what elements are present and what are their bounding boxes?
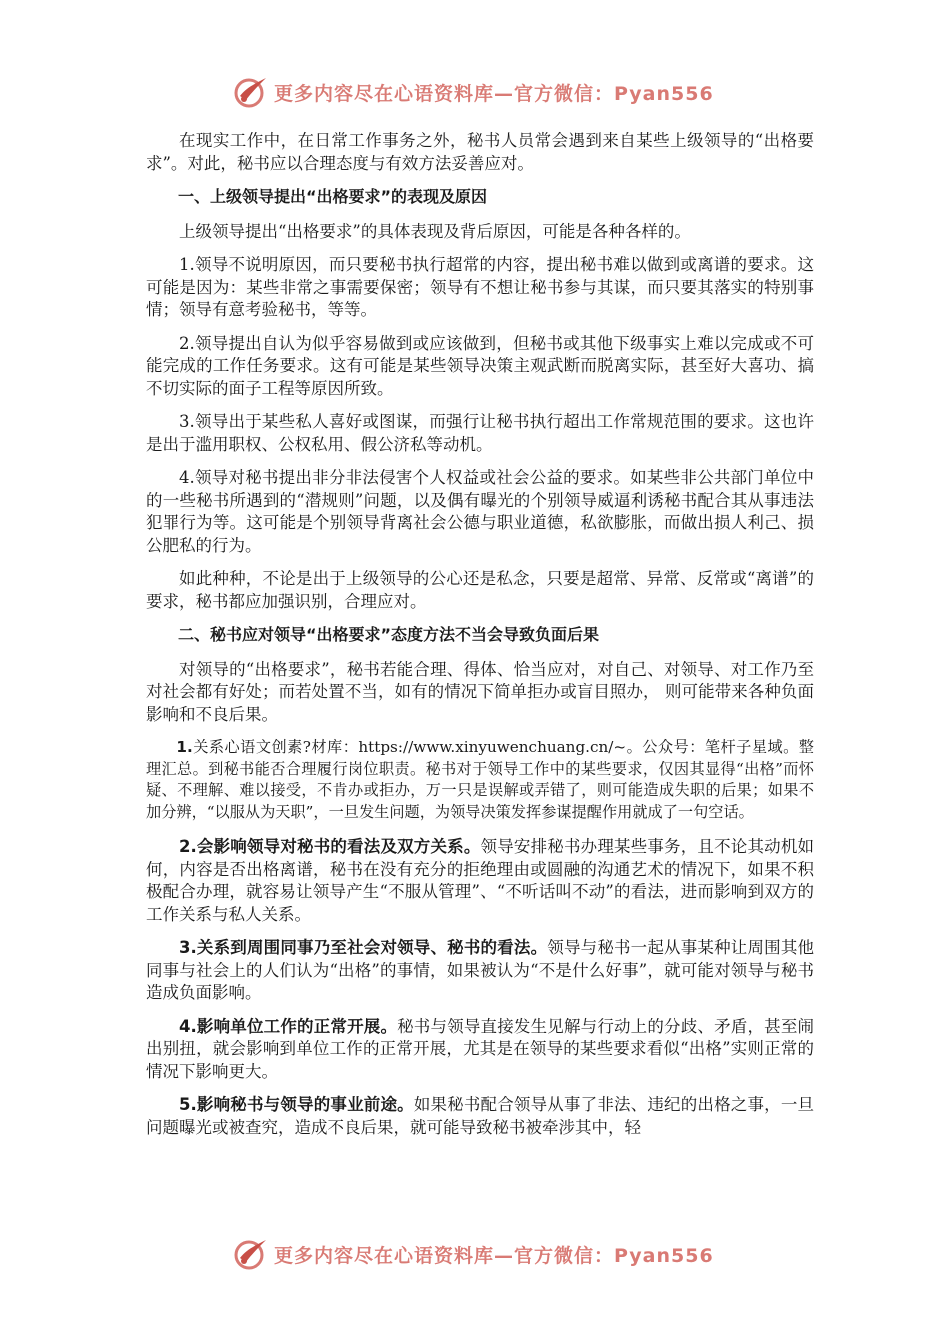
paragraph: 3.领导出于某些私人喜好或图谋，而强行让秘书执行超出工作常规范围的要求。这也许是出于滥用职权、公权私用、假公济私等动机。 (146, 412, 814, 454)
paragraph-item-5 (146, 1094, 814, 1139)
item-lead: 1. (176, 738, 193, 756)
item-text: 如果秘书配合领导从事了非法、违纪的出格之事，一旦问题曝光或被查究，造成不良后果，就可能导致秘书被牵涉其中，轻 (146, 1095, 815, 1137)
section-heading-1: 一、上级领导提出“出格要求”的表现及原因 (178, 187, 488, 206)
section-heading-2: 二、秘书应对领导“出格要求”态度方法不当会导致负面后果 (178, 625, 600, 644)
paragraph: 4.领导对秘书提出非分非法侵害个人权益或社会公益的要求。如某些非公共部门单位中的一些秘书所遇到的“潜规则”问题，以及偶有曝光的个别领导威逼利诱秘书配合其从事违法犯罪行为等。这可能是个别领导背离社会公德与职业道德，私欲膨胀，而做出损人利己、损公肥私的行为。 (146, 468, 814, 555)
paragraph-item-1 (146, 737, 814, 823)
watermark-banner-bottom (232, 1236, 732, 1272)
item-lead: 5.影响秘书与领导的事业前途。 (179, 1095, 414, 1114)
paragraph: 上级领导提出“出格要求”的具体表现及背后原因，可能是各种各样的。 (179, 221, 691, 241)
paragraph-item-4 (146, 1016, 814, 1084)
item-text: 秘书与领导直接发生见解与行动上的分歧、矛盾，甚至闹出别扭，就会影响到单位工作的正常开展，尤其是在领导的某些要求看似“出格”实则正常的情况下影响更大。 (146, 1016, 815, 1081)
paragraph-item-2 (146, 836, 814, 926)
item-text: 领导与秘书一起从事某种让周围其他同事与社会上的人们认为“出格”的事情，如果被认为“不是什么好事”，就可能对领导与秘书造成负面影响。 (146, 938, 815, 1002)
paragraph-intro: 在现实工作中，在日常工作事务之外，秘书人员常会遇到来自某些上级领导的“出格要求”。对此，秘书应以合理态度与有效方法妥善应对。 (146, 131, 814, 173)
watermark-text: 更多内容尽在心语资料库—官方微信：Pyan556 (274, 82, 714, 105)
brush-logo-icon (232, 74, 270, 110)
watermark-banner-top (232, 74, 732, 110)
brush-logo-icon (232, 1236, 270, 1272)
paragraph: 2.领导提出自认为似乎容易做到或应该做到，但秘书或其他下级事实上难以完成或不可能完成的工作任务要求。这有可能是某些领导决策主观武断而脱离实际，甚至好大喜功、搞不切实际的面子工程等原因所致。 (146, 333, 814, 398)
paragraph: 如此种种，不论是出于上级领导的公心还是私念，只要是超常、异常、反常或“离谱”的要求，秘书都应加强识别，合理应对。 (146, 569, 814, 611)
document-body (146, 130, 814, 1150)
watermark-text: 更多内容尽在心语资料库—官方微信：Pyan556 (274, 1244, 714, 1267)
paragraph: 对领导的“出格要求”，秘书若能合理、得体、恰当应对，对自己、对领导、对工作乃至对社会都有好处；而若处置不当，如有的情况下简单拒办或盲目照办， 则可能带来各种负面影响和不良后果。 (146, 659, 814, 724)
item-lead: 3.关系到周围同事乃至社会对领导、秘书的看法。 (179, 938, 548, 957)
paragraph-item-3 (146, 937, 814, 1005)
item-text: 领导安排秘书办理某些事务，且不论其动机如何，内容是否出格离谱，秘书在没有充分的拒绝理由或圆融的沟通艺术的情况下，如果不积极配合办理，就容易让领导产生“不服从管理”、“不听话叫不动”的看法，进而影响到双方的工作关系与私人关系。 (146, 837, 815, 924)
item-lead: 2.会影响领导对秘书的看法及双方关系。 (179, 837, 481, 856)
item-text: 关系心语文创素?材库：https://www.xinyuwenchuang.cn/~。公众号：笔杆子星域。整理汇总。到秘书能否合理履行岗位职责。秘书对于领导工作中的某些要求，仅因其显得“出格”而怀疑、不理解、难以接受，不肯办或拒办，万一只是误解或弄错了，则可能造成失职的后果；如果不加分辨，“以服从为天职”，一旦发生问题，为领导决策发挥参谋提醒作用就成了一句空话。 (146, 738, 814, 821)
item-lead: 4.影响单位工作的正常开展。 (179, 1016, 398, 1036)
paragraph: 1.领导不说明原因，而只要秘书执行超常的内容，提出秘书难以做到或离谱的要求。这可能是因为：某些非常之事需要保密；领导有不想让秘书参与其谋，而只要其落实的特别事情；领导有意考验秘书，等等。 (146, 255, 814, 319)
